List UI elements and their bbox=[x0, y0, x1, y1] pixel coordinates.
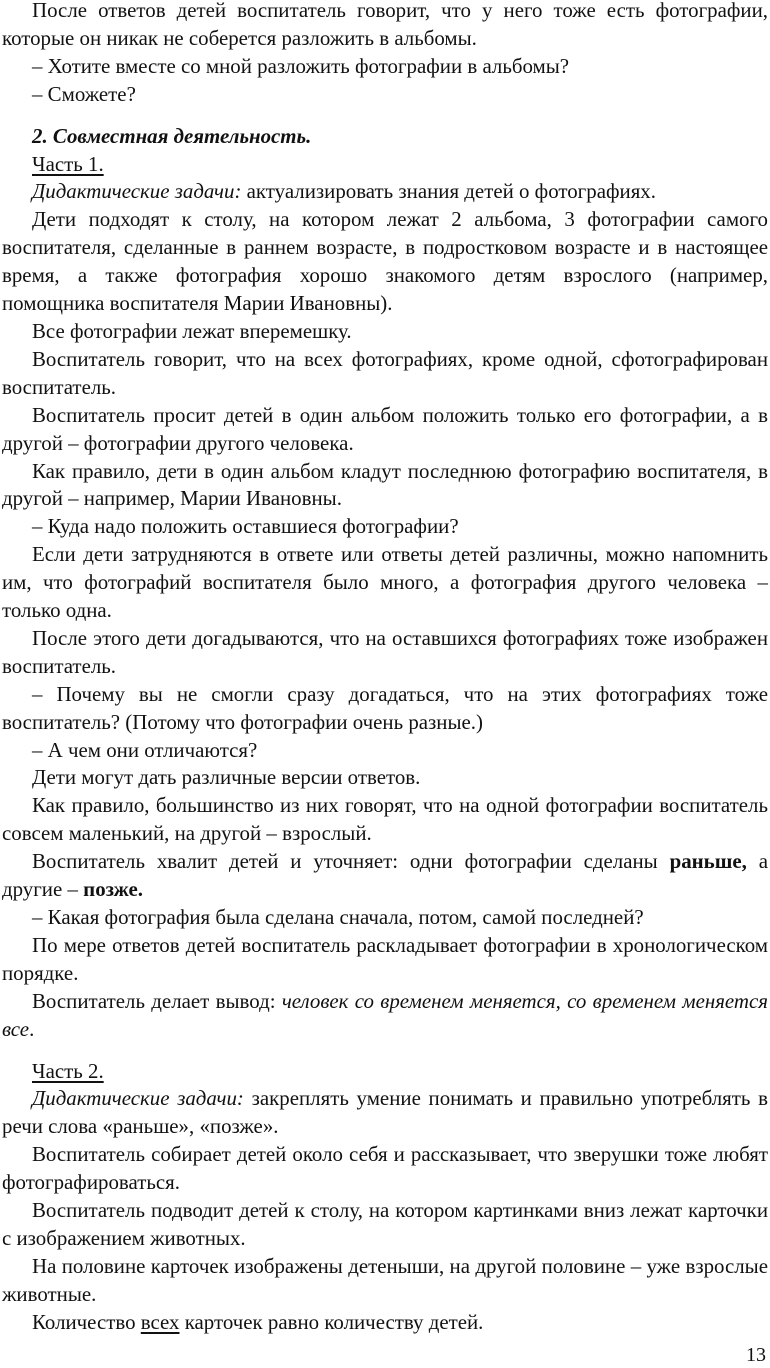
paragraph: Все фотографии лежат вперемешку. bbox=[32, 318, 352, 343]
paragraph: Воспитатель собирает детей около себя и рассказывает, что зверушки тоже любят фотографироваться. bbox=[2, 1142, 768, 1195]
part1-label: Часть 1. bbox=[32, 151, 104, 176]
tasks-text: закреплять умение понимать и правильно употреблять в речи слова «раньше», «позже». bbox=[2, 1086, 768, 1139]
paragraph: Дети могут дать различные версии ответов. bbox=[32, 765, 421, 790]
tasks-label: Дидактические задачи: bbox=[32, 179, 242, 204]
last-paragraph: Количество всех карточек равно количеству детей. bbox=[32, 1309, 484, 1334]
paragraph: Как правило, дети в один альбом кладут последнюю фотографию воспитателя, в другой – например, Марии Ивановны. bbox=[2, 458, 768, 511]
page-text bbox=[2, 0, 768, 1337]
paragraph: – Хотите вместе со мной разложить фотографии в альбомы? bbox=[32, 53, 570, 78]
paragraph: – А чем они отличаются? bbox=[32, 737, 258, 762]
part2-tasks bbox=[2, 1085, 768, 1141]
paragraph: – Куда надо положить оставшиеся фотографии? bbox=[32, 514, 459, 539]
tasks-label: Дидактические задачи: bbox=[32, 1086, 244, 1111]
tasks-text: актуализировать знания детей о фотографиях. bbox=[241, 179, 656, 204]
word-later: позже. bbox=[83, 877, 144, 902]
conclusion-italic: человек со временем меняется, со временем меняется все bbox=[2, 988, 768, 1041]
paragraph: Дети подходят к столу, на котором лежат 2 альбома, 3 фотографии самого воспитателя, сделанные в раннем возрасте, в подростковом возрасте и в настоящее время, а также фотография хорошо знакомого детям взрослого (например, помощника воспитателя Марии Ивановны). bbox=[2, 207, 768, 316]
paragraph: Если дети затрудняются в ответе или ответы детей различны, можно напомнить им, что фотографий воспитателя было много, а фотография другого человека – только одна. bbox=[2, 542, 768, 623]
paragraph: После ответов детей воспитатель говорит, что у него тоже есть фотографии, которые он никак не соберется разложить в альбомы. bbox=[2, 0, 768, 50]
conclusion-paragraph: Воспитатель делает вывод: человек со временем меняется, со временем меняется все. bbox=[2, 988, 768, 1041]
paragraph: По мере ответов детей воспитатель раскладывает фотографии в хронологическом порядке. bbox=[2, 932, 768, 985]
word-earlier: раньше, bbox=[669, 849, 747, 874]
section-heading: 2. Совместная деятельность. bbox=[32, 123, 312, 148]
paragraph: – Сможете? bbox=[32, 81, 136, 106]
paragraph: – Почему вы не смогли сразу догадаться, что на этих фотографиях тоже воспитатель? (Потому что фотографии очень разные.) bbox=[2, 681, 768, 734]
praise-paragraph: Воспитатель хвалит детей и уточняет: одни фотографии сделаны раньше, а другие – позже. bbox=[2, 849, 768, 902]
paragraph: Как правило, большинство из них говорят, что на одной фотографии воспитатель совсем маленький, на другой – взрослый. bbox=[2, 793, 768, 846]
paragraph: На половине карточек изображены детеныши, на другой половине – уже взрослые животные. bbox=[2, 1253, 768, 1306]
paragraph: Воспитатель подводит детей к столу, на котором картинками вниз лежат карточки с изображением животных. bbox=[2, 1198, 768, 1250]
part1-tasks bbox=[2, 178, 768, 206]
part2-label: Часть 2. bbox=[32, 1058, 104, 1083]
paragraph: Воспитатель говорит, что на всех фотографиях, кроме одной, сфотографирован воспитатель. bbox=[2, 346, 768, 399]
page-number: 13 bbox=[746, 1344, 766, 1366]
paragraph: После этого дети догадываются, что на оставшихся фотографиях тоже изображен воспитатель. bbox=[2, 625, 768, 678]
paragraph: Воспитатель просит детей в один альбом положить только его фотографии, а в другой – фотографии другого человека. bbox=[2, 402, 768, 455]
paragraph: – Какая фотография была сделана сначала, потом, самой последней? bbox=[32, 905, 644, 929]
word-all: всех bbox=[140, 1309, 180, 1334]
